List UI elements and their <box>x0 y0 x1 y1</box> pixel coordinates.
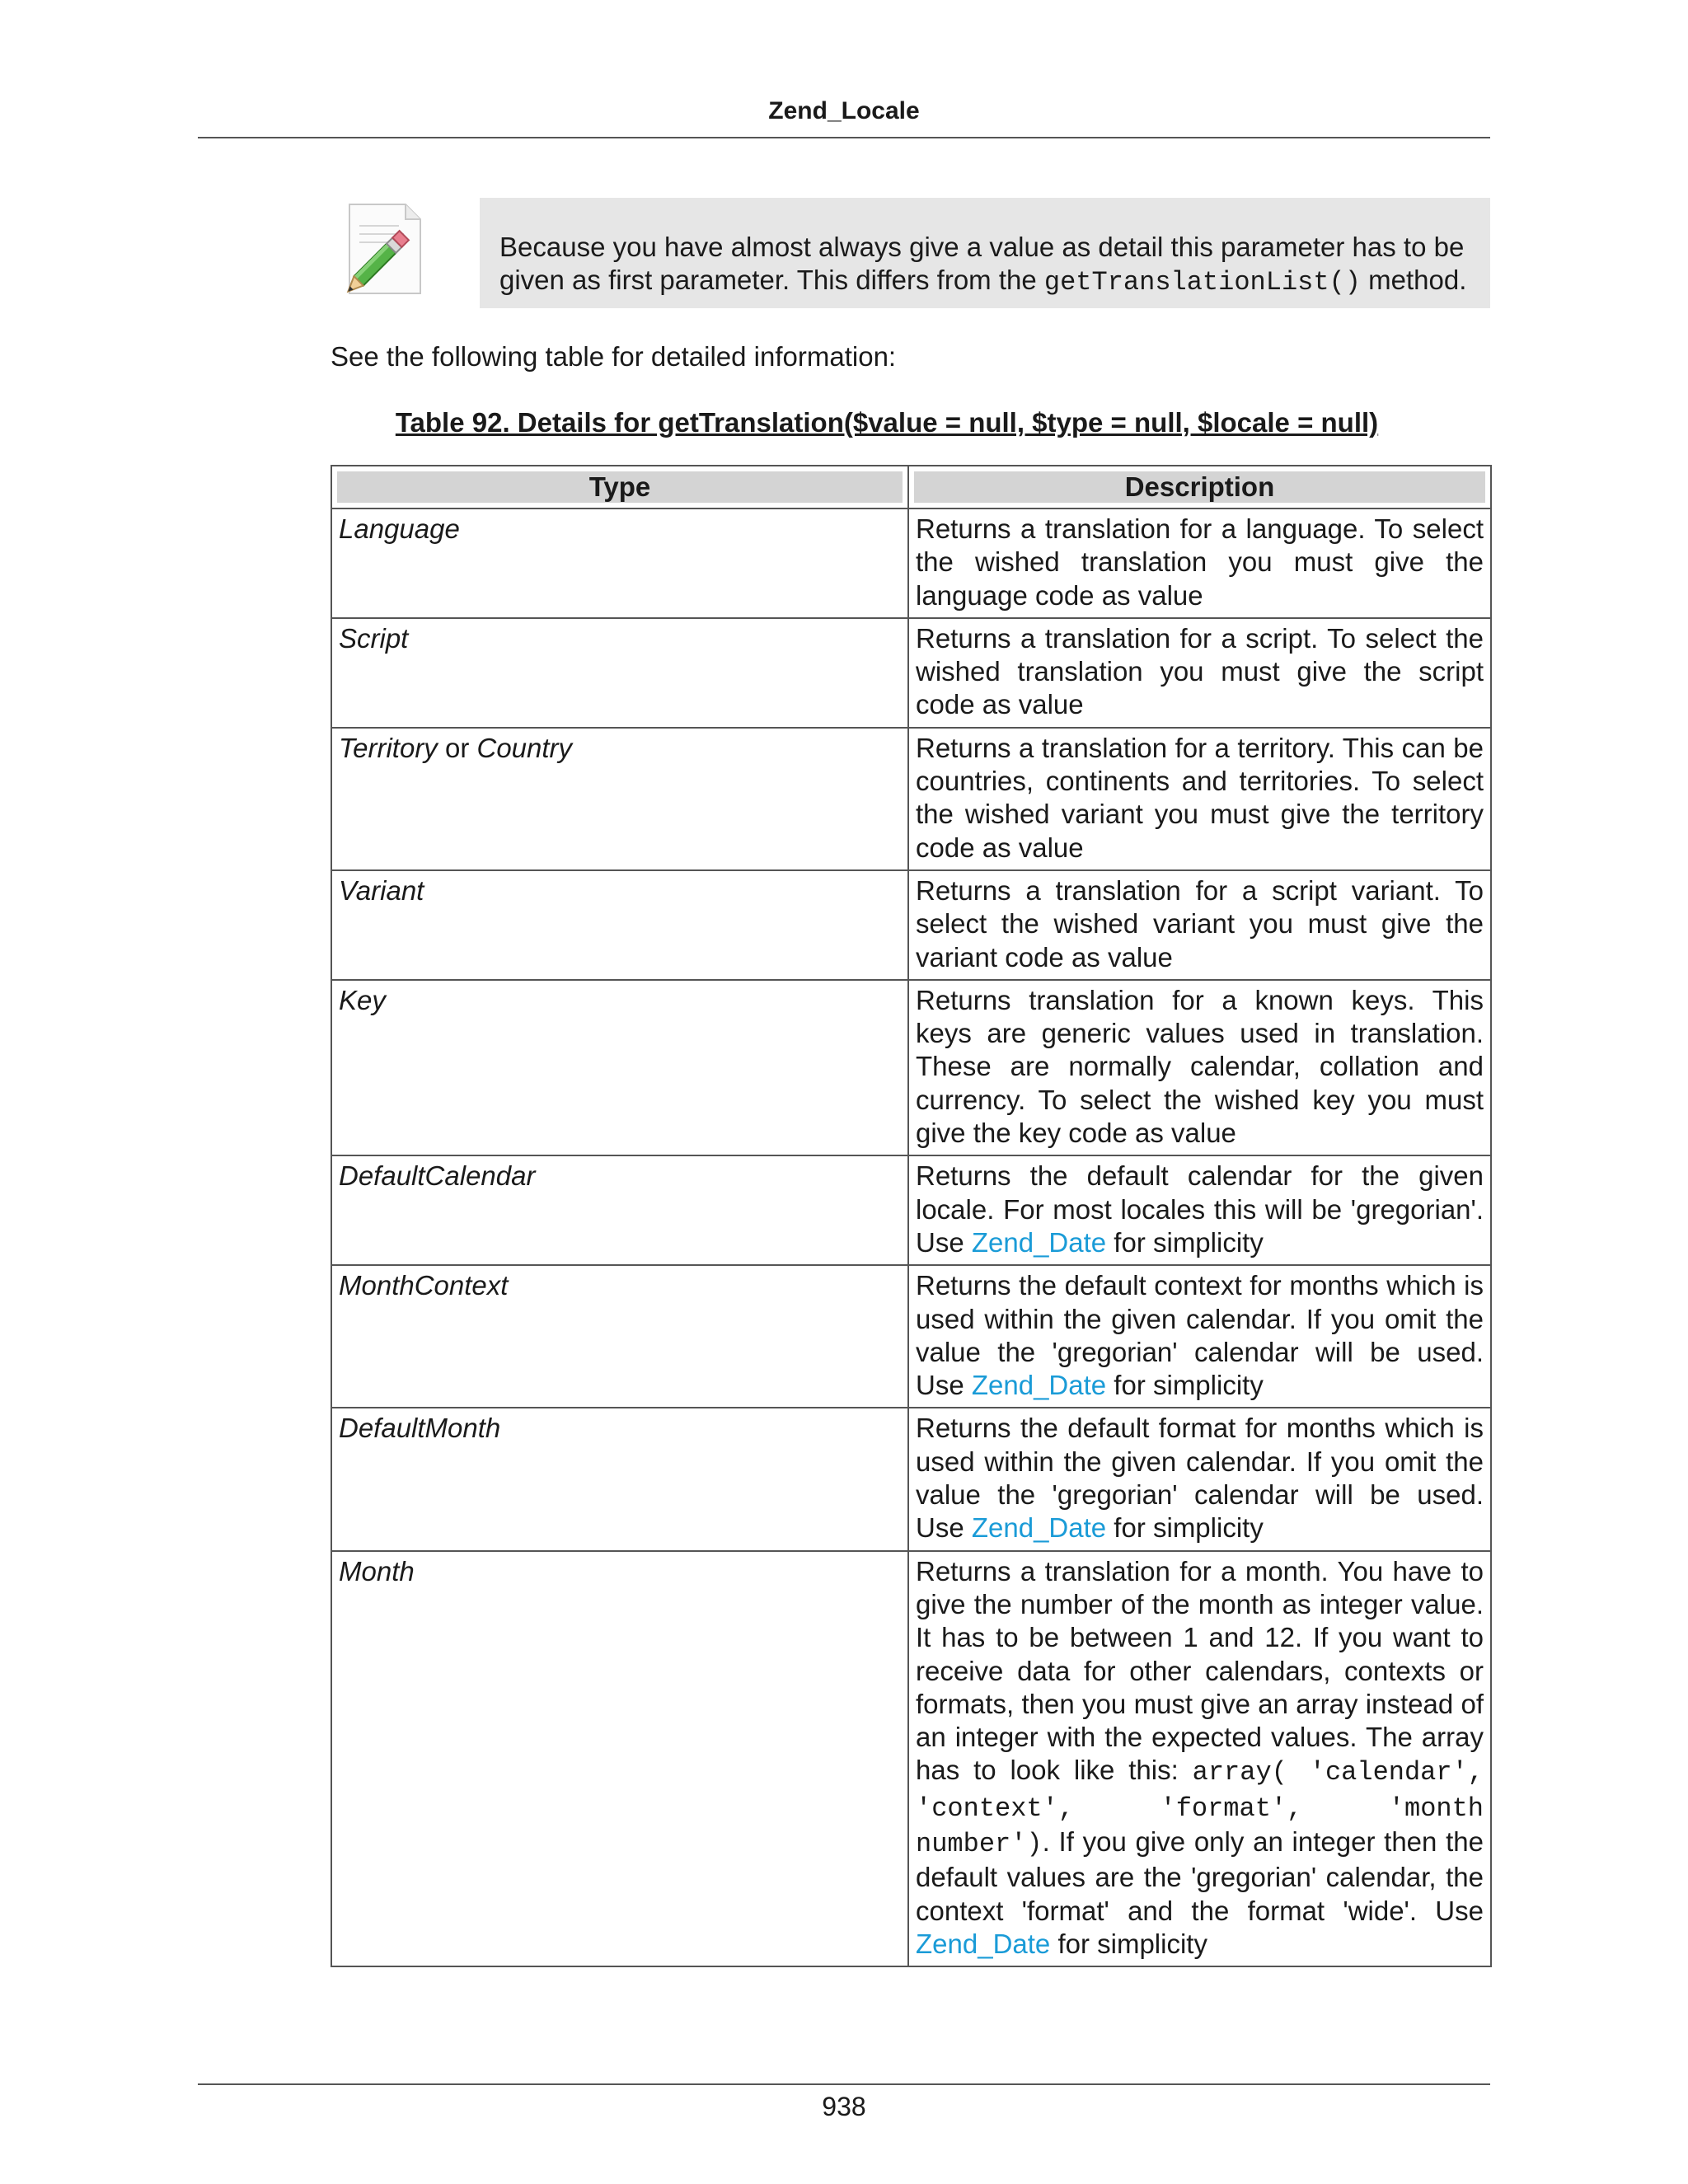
type-cell <box>331 728 908 870</box>
pencil-note-icon <box>338 201 429 298</box>
zend-date-link[interactable]: Zend_Date <box>971 1370 1107 1401</box>
translation-details-table <box>331 465 1492 1967</box>
running-header-title: Zend_Locale <box>768 97 920 124</box>
type-or: or <box>437 732 477 763</box>
description-cell <box>908 1551 1491 1967</box>
table-row <box>331 728 1491 870</box>
description-cell <box>908 1265 1491 1408</box>
description-cell <box>908 1408 1491 1550</box>
description-cell: Returns a translation for a script variant. To select the wished variant you must give the variant code as value <box>908 870 1491 980</box>
description-suffix: for simplicity <box>1106 1226 1264 1258</box>
type-country: Country <box>476 732 573 763</box>
table-caption: Table 92. Details for getTranslation($value = null, $type = null, $locale = null) <box>395 407 1379 438</box>
column-header-description <box>908 466 1491 509</box>
table-header-row <box>331 466 1491 509</box>
type-cell: Script <box>331 618 908 728</box>
table-row <box>331 980 1491 1155</box>
table-row <box>331 1155 1491 1265</box>
description-text: Returns the default calendar for the given locale. For most locales this will be 'gregorian'. Use <box>916 1160 1484 1258</box>
array-code: array( 'calendar', 'context', 'format', 'month number') <box>916 1757 1484 1859</box>
page-number: 938 <box>822 2092 866 2121</box>
type-cell: DefaultMonth <box>331 1408 908 1550</box>
table-row <box>331 1265 1491 1408</box>
note-callout <box>480 198 1490 308</box>
description-text: Returns the default context for months which is used within the given calendar. If you omit the value the 'gregorian' calendar will be used. Use <box>916 1270 1484 1401</box>
type-cell: Key <box>331 980 908 1155</box>
description-cell <box>908 1155 1491 1265</box>
description-text-continued: . If you give only an integer then the default values are the 'gregorian' calendar, the context 'format' and the format 'wide'. Use <box>916 1825 1484 1926</box>
description-text: Returns the default format for months which is used within the given calendar. If you omit the value the 'gregorian' calendar will be used. Use <box>916 1413 1484 1544</box>
footer-divider <box>198 2083 1490 2085</box>
type-cell: Month <box>331 1551 908 1967</box>
intro-paragraph: See the following table for detailed information: <box>331 341 897 372</box>
description-text: Returns a translation for a month. You have to give the number of the month as integer value. It has to be between 1 and 12. If you want to receive data for other calendars, contexts or formats, then you must give an array instead of an integer with the expected values. The array has to look like this: <box>916 1555 1484 1786</box>
description-cell: Returns a translation for a language. To select the wished translation you must give the language code as value <box>908 509 1491 618</box>
table-row <box>331 1408 1491 1550</box>
description-suffix: for simplicity <box>1106 1512 1264 1544</box>
type-territory: Territory <box>339 732 438 763</box>
type-cell: DefaultCalendar <box>331 1155 908 1265</box>
table-row <box>331 870 1491 980</box>
zend-date-link[interactable]: Zend_Date <box>916 1928 1051 1959</box>
description-suffix: for simplicity <box>1106 1370 1264 1401</box>
column-header-type <box>331 466 908 509</box>
note-text-end: method. <box>1360 265 1467 295</box>
zend-date-link[interactable]: Zend_Date <box>971 1226 1107 1258</box>
note-text-start: Because you have almost always give a value as detail this parameter has to be given as first parameter. This differs from the <box>499 232 1465 295</box>
column-header-description-label: Description <box>914 471 1485 503</box>
table-row <box>331 509 1491 618</box>
description-cell: Returns a translation for a territory. This can be countries, continents and territories. To select the wished variant you must give the territory code as value <box>908 728 1491 870</box>
header-divider <box>198 137 1490 138</box>
note-code: getTranslationList() <box>1043 267 1361 298</box>
description-cell: Returns translation for a known keys. This keys are generic values used in translation. These are normally calendar, collation and currency. To select the wished key you must give the key code as value <box>908 980 1491 1155</box>
description-suffix: for simplicity <box>1050 1928 1207 1959</box>
type-cell: Language <box>331 509 908 618</box>
type-cell: Variant <box>331 870 908 980</box>
type-cell: MonthContext <box>331 1265 908 1408</box>
table-row <box>331 1551 1491 1967</box>
column-header-type-label: Type <box>337 471 903 503</box>
zend-date-link[interactable]: Zend_Date <box>971 1512 1107 1544</box>
description-cell: Returns a translation for a script. To select the wished translation you must give the script code as value <box>908 618 1491 728</box>
table-row <box>331 618 1491 728</box>
